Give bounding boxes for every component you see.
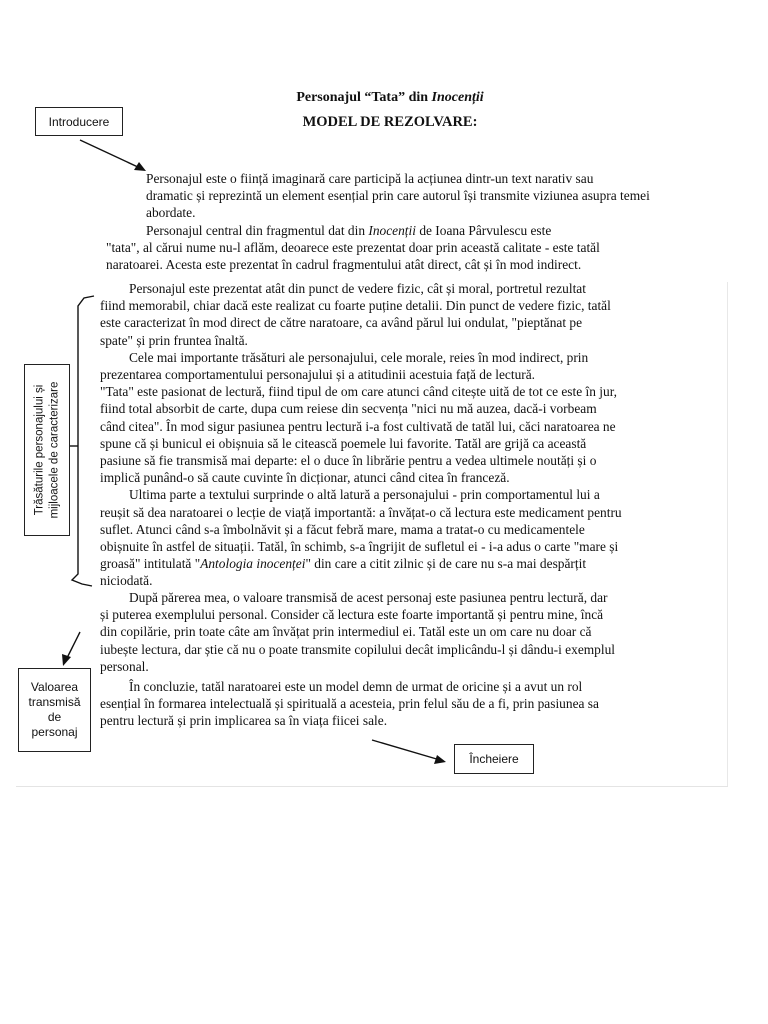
document-subtitle: MODEL DE REZOLVARE:	[302, 114, 478, 130]
text-line: naratoarei. Acesta este prezentat în cadrul fragmentului atât direct, cât și în mod indirect.	[106, 257, 582, 273]
text-line: "Tata" este pasionat de lectură, fiind tipul de om care atunci când citește uită de tot ce este în jur,	[100, 384, 617, 400]
text-line	[100, 222, 660, 239]
work-title: Inocenții	[368, 222, 416, 238]
text-line: niciodată.	[100, 573, 153, 589]
incheiere-label: Încheiere	[469, 752, 519, 766]
intro-section	[100, 170, 660, 273]
valoarea-label-line: de	[47, 710, 62, 724]
text-line: "tata", al cărui nume nu-l aflăm, deoarece este prezentat doar prin această calitate - este tatăl	[106, 239, 600, 255]
text-line: spate" și prin fruntea înaltă.	[100, 332, 248, 348]
arrowhead-incheiere	[434, 755, 446, 764]
text-line: implică punând-o să caute cuvinte în dicționar, atunci când citea în franceză.	[100, 470, 510, 486]
text-fragment: de Ioana Pârvulescu este	[415, 222, 552, 238]
text-line: fiind memorabil, chiar dacă este realizat cu foarte puține detalii. Din punct de vedere fizic, tatăl	[100, 298, 611, 314]
title-text: Personajul “Tata” din	[296, 90, 432, 105]
text-fragment: " din care a citit zilnic și de care nu s-a mai despărțit	[305, 556, 587, 572]
text-line: Cele mai importante trăsături ale personajului, cele morale, reies în mod indirect, prin	[129, 349, 589, 365]
text-fragment: groasă" intitulată "	[100, 556, 201, 572]
arrow-valoarea	[66, 632, 80, 660]
arrowhead-valoarea	[62, 654, 71, 666]
text-line: când citea". În mod sigur pasiunea pentru lectură i-a fost cultivată de tatăl lui, căci naratoarea ne	[100, 418, 616, 434]
text-line: suflet. Atunci când s-a îmbolnăvit și a făcut febră mare, mama a tratat-o cu medicamentele	[100, 521, 585, 537]
text-line: dramatic și reprezintă un element esențial prin care autorul își transmite viziunea asupra temei	[146, 188, 650, 204]
text-line: și puterea exemplului personal. Consider că lectura este foarte importantă și pentru mine, încă	[100, 607, 604, 623]
text-line: obișnuite în astfel de situații. Tatăl, în schimb, s-a îngrijit de sufletul ei - i-a adus o carte "mare și	[100, 539, 619, 555]
trasaturi-label-line: Trăsăturile personajului și	[33, 384, 46, 516]
text-line: esențial în formarea intelectuală și spirituală a acesteia, prin felul său de a fi, prin pasiunea sa	[100, 696, 599, 712]
text-line: După părerea mea, o valoare transmisă de acest personaj este pasiunea pentru lectură, dar	[129, 590, 608, 605]
arrow-introducere	[80, 140, 140, 168]
bracket-trasaturi	[72, 296, 94, 586]
value-section	[100, 589, 720, 675]
trasaturi-label-line: mijloacele de caracterizare	[48, 381, 61, 519]
text-line: din copilărie, prin toate câte am învățat prin intermediul ei. Tatăl este un om care nu doar că	[100, 624, 592, 640]
text-line: spune că și bunicul ei obișnuia să le citească poemele lui favorite. Tatăl are grijă ca această	[100, 435, 587, 451]
text-line: iubește lectura, dar știe că nu o poate transmite copilului decât implicându-l și dându-i exemplul	[100, 641, 616, 657]
conclusion-section	[100, 678, 720, 730]
text-line: pasiune să fie transmisă mai departe: el o duce în librărie pentru a vedea ultimele noutăți și o	[100, 453, 597, 469]
text-line: În concluzie, tatăl naratoarei este un model demn de urmat de oricine și a avut un rol	[129, 679, 583, 694]
text-line: reușit să dea naratoarei o lecție de viață importantă: a învățat-o că lectura este medicament pentru	[100, 504, 622, 520]
text-fragment: Personajul central din fragmentul dat din	[146, 222, 369, 238]
text-line: abordate.	[146, 205, 196, 221]
text-line: pentru lectură și prin implicarea sa în viața fiicei sale.	[100, 713, 388, 729]
text-line: este caracterizat în mod direct de către naratoare, ca având părul lui ondulat, "pieptănat pe	[100, 315, 583, 331]
text-line: Ultima parte a textului surprinde o altă latură a personajului - prin comportamentul lui a	[129, 487, 600, 503]
introducere-label: Introducere	[48, 114, 110, 129]
valoarea-label-line: Valoarea	[30, 680, 79, 694]
book-title: Antologia inocenței	[200, 556, 306, 572]
title-work: Inocenții	[431, 90, 484, 105]
text-line	[100, 555, 720, 572]
text-line: prezentarea comportamentului personajului și a atitudinii acestuia față de lectură.	[100, 367, 536, 383]
text-line: fiind total absorbit de carte, dupa cum reiese din secvența "nici nu mă auzea, dacă-i vorbeam	[100, 401, 597, 417]
text-line: personal.	[100, 658, 149, 674]
traits-section	[100, 280, 720, 590]
valoarea-label-line: transmisă	[28, 695, 81, 709]
valoarea-label-line: personaj	[31, 725, 78, 739]
text-line: Personajul este prezentat atât din punct de vedere fizic, cât și moral, portretul rezultat	[129, 281, 586, 296]
arrow-incheiere	[372, 740, 440, 760]
text-line: Personajul este o ființă imaginară care participă la acțiunea dintr-un text narativ sau	[146, 171, 594, 186]
